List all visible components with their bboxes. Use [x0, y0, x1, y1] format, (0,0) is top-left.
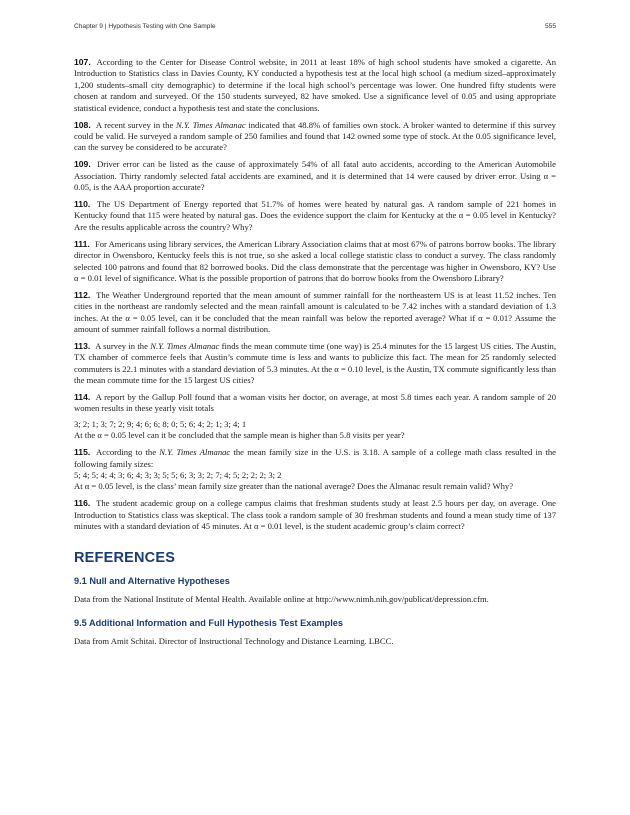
problem-number: 115.	[74, 447, 91, 458]
reference-entry: Data from Amit Schitai. Director of Instructional Technology and Distance Learning. LBCC.	[74, 636, 394, 647]
problem-number: 110.	[74, 198, 91, 209]
problem-number: 112.	[74, 289, 91, 300]
problem-110	[74, 199, 556, 233]
problem-111	[74, 239, 556, 285]
page-header	[74, 23, 556, 30]
problem-109	[74, 159, 556, 193]
problem-number: 107.	[74, 57, 91, 67]
problem-text: For Americans using library services, the American Library Association claims that at most 67% of patrons borrow books. The library director in Owensboro, Kentucky feels this is not true, so she asked a local college statistic class to conduct a survey. The class randomly selected 100 patrons and found that 82 borrowed books. Did the class demonstrate that the percentage was higher in Owensboro, KY? Use α = 0.01 level of significance. What is the possible proportion of patrons that do borrow books from the Owensboro Library?	[74, 238, 556, 283]
reference-section-heading: 9.5 Additional Information and Full Hypothesis Test Examples	[74, 617, 344, 628]
problem-text: Driver error can be listed as the cause of approximately 54% of all fatal auto accidents, according to the American Automobile Association. Thirty randomly selected fatal accidents are examined, and it is determined that 14 were caused by driver error. Using α = 0.05, is the AAA proportion accurate?	[74, 159, 556, 193]
problem-107	[74, 57, 556, 114]
problem-text-post: the mean family size in the U.S. is 3.18. A sample of a college math class resulted in the following family sizes:	[74, 447, 556, 469]
problem-text-post: finds the mean commute time (one way) is 25.4 minutes for the 15 largest US cities. The Austin, TX chamber of commerce feels that Austin’s commute time is less and wants to publicize this fact. The mean for 25 randomly selected commuters is 22.1 minutes with a standard deviation of 5.3 minutes. At the α = 0.10 level, is the Austin, TX commute significantly less than the mean commute time for the 15 largest US cities?	[74, 340, 556, 386]
problem-number: 109.	[74, 159, 91, 170]
problem-number: 114.	[74, 392, 91, 403]
problem-text: The US Department of Energy reported that 51.7% of homes were heated by natural gas. A random sample of 221 homes in Kentucky found that 115 were heated by natural gas. Does the evidence support the claim for Kentucky at the α = 0.05 level in Kentucky? Are the results applicable across the country? Why?	[74, 198, 556, 232]
problem-text-pre: According to the	[96, 447, 160, 458]
problem-text: The student academic group on a college campus claims that freshman students study at least 2.5 hours per day, on average. One Introduction to Statistics class was skeptical. The class took a random sample of 30 freshman students and found a mean study time of 137 minutes with a standard deviation of 45 minutes. At α = 0.01 level, is the student academic group’s claim correct?	[74, 498, 556, 532]
problem-number: 111.	[74, 238, 90, 249]
reference-section-heading: 9.1 Null and Alternative Hypotheses	[74, 575, 230, 586]
data-values: 5; 4; 5; 4; 4; 3; 6; 4; 3; 3; 5; 5; 6; 3; 3; 2; 7; 4; 5; 2; 2; 2; 3; 2	[74, 470, 282, 480]
problem-text: According to the Center for Disease Control website, in 2011 at least 18% of high school students have smoked a cigarette. An Introduction to Statistics class in Davies County, KY conducted a hypothesis test at the local high school (a medium sized–approximately 1,200 students–small city demographic) to determine if the local high school’s percentage was lower. One hundred fifty students were chosen at random and surveyed. Of the 150 students surveyed, 82 have smoked. Use a significance level of 0.05 and using appropriate statistical evidence, conduct a hypothesis test and state the conclusions.	[74, 57, 556, 113]
page-content	[74, 57, 556, 660]
problem-question: At α = 0.05 level, is the class’ mean family size greater than the national average? Does the Almanac result remain valid? Why?	[74, 481, 514, 492]
problem-text-pre: A survey in the	[95, 340, 151, 351]
problem-115	[74, 447, 556, 493]
problem-112	[74, 290, 556, 336]
chapter-title: Chapter 9 | Hypothesis Testing with One Sample	[74, 23, 216, 30]
problem-number: 116.	[74, 498, 91, 509]
problem-text: The Weather Underground reported that the mean amount of summer rainfall for the northeastern US is at least 11.52 inches. Ten cities in the northeast are randomly selected and the mean rainfall amount is calculated to be 7.42 inches with a standard deviation of 1.3 inches. At the α = 0.05 level, can it be concluded that the mean rainfall was below the reported average? What if α = 0.01? Assume the amount of summer rainfall follows a normal distribution.	[74, 289, 556, 335]
problem-108	[74, 120, 556, 154]
page-number: 555	[544, 23, 556, 30]
reference-entry: Data from the National Institute of Mental Health. Available online at http://www.nimh.nih.gov/publicat/depression.cfm.	[74, 594, 489, 605]
problem-113	[74, 341, 556, 387]
publication-title: N.Y. Times Almanac	[150, 340, 220, 351]
publication-title: N.Y. Times Almanac	[175, 119, 246, 130]
problem-text: A report by the Gallup Poll found that a woman visits her doctor, on average, at most 5.8 times each year. A random sample of 20 women results in these yearly visit totals	[74, 392, 556, 414]
data-values: 3; 2; 1; 3; 7; 2; 9; 4; 6; 6; 8; 0; 5; 6; 4; 2; 1; 3; 4; 1	[74, 418, 247, 429]
problem-number: 113.	[74, 340, 91, 351]
references-heading: REFERENCES	[74, 549, 176, 566]
problem-114	[74, 392, 556, 442]
problem-text-pre: A recent survey in the	[95, 119, 176, 130]
problem-question: At the α = 0.05 level can it be concluded that the sample mean is higher than 5.8 visits per year?	[74, 430, 405, 441]
problem-number: 108.	[74, 119, 91, 130]
problem-text-post: indicated that 48.8% of families own stock. A broker wanted to determine if this survey could be valid. He surveyed a random sample of 250 families and found that 142 owned some type of stock. At the 0.05 significance level, can the survey be considered to be accurate?	[74, 119, 556, 153]
problem-116	[74, 498, 556, 532]
publication-title: N.Y. Times Almanac	[159, 447, 231, 458]
